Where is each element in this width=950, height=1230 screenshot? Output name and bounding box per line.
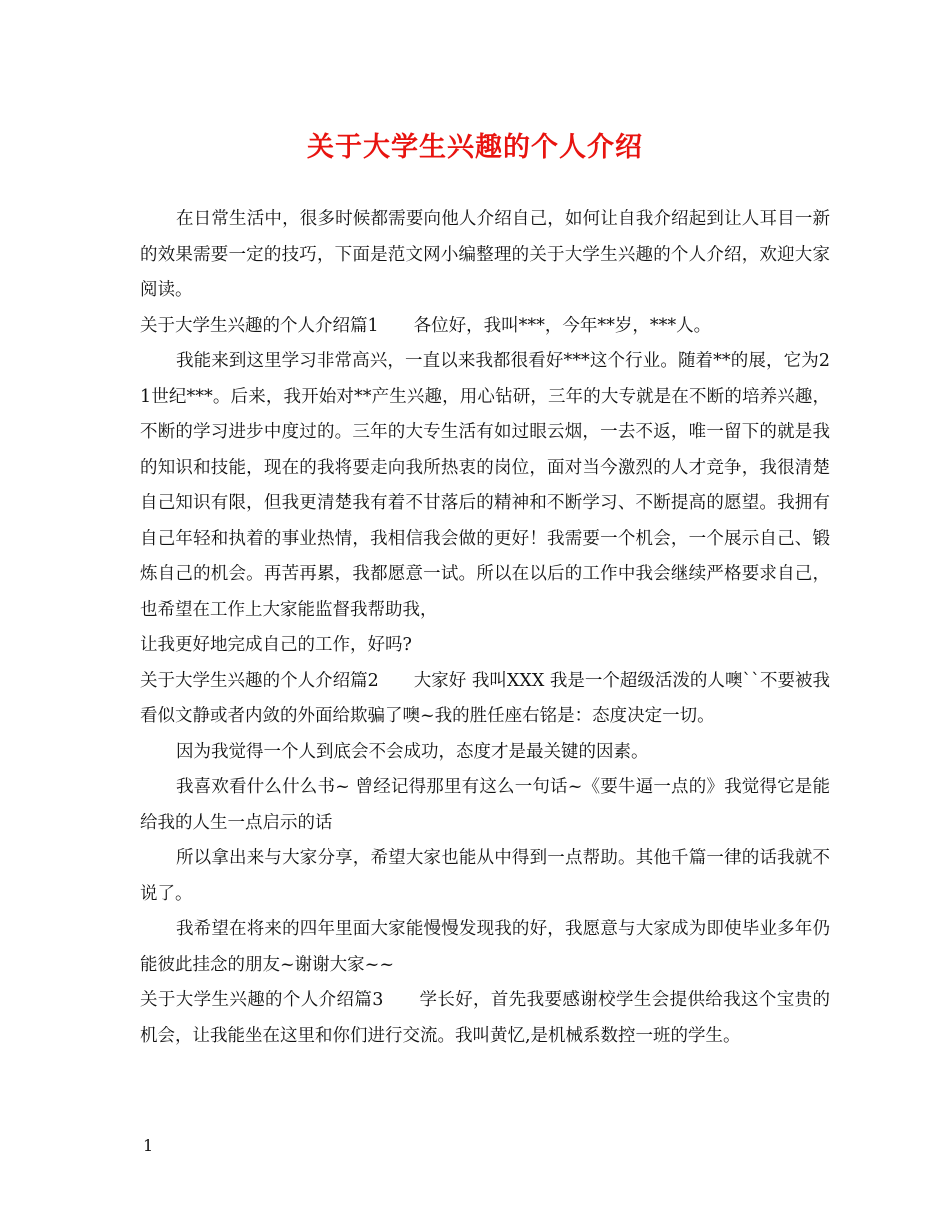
page-number: 1 [143,1136,154,1155]
section-1-closing-line: 让我更好地完成自己的工作，好吗? [140,635,412,655]
section-1-body-paragraph: 我能来到这里学习非常高兴，一直以来我都很看好***这个行业。随着**的展，它为21世纪***。后来，我开始对**产生兴趣，用心钻研，三年的大专就是在不断的培养兴趣，不断的学习进步中度过的。三年的大专生活有如过眼云烟，一去不返，唯一留下的就是我的知识和技能，现在的我将要走向我所热衷的岗位，面对当今激烈的人才竞争，我很清楚自己知识有限，但我更清楚我有着不甘落后的精神和不断学习、不断提高的愿望。我拥有自己年轻和执着的事业热情，我相信我会做的更好！我需要一个机会，一个展示自己、锻炼自己的机会。再苦再累，我都愿意一试。所以在以后的工作中我会继续严格要求自己，也希望在工作上大家能监督我帮助我， [140,351,830,620]
section-3-paragraph: 关于大学生兴趣的个人介绍篇3 学长好，首先我要感谢校学生会提供给我这个宝贵的机会，让我能坐在这里和你们进行交流。我叫黄忆,是机械系数控一班的学生。 [140,990,830,1046]
section-2-share-paragraph: 所以拿出来与大家分享，希望大家也能从中得到一点帮助。其他千篇一律的话我就不说了。 [140,848,830,904]
document-body [140,202,830,1054]
intro-paragraph: 在日常生活中，很多时候都需要向他人介绍自己，如何让自我介绍起到让人耳目一新的效果需要一定的技巧，下面是范文网小编整理的关于大学生兴趣的个人介绍，欢迎大家阅读。 [140,209,830,300]
section-2-books-paragraph: 我喜欢看什么什么书~ 曾经记得那里有这么一句话~《要牛逼一点的》我觉得它是能给我的人生一点启示的话 [140,777,830,833]
document-title: 关于大学生兴趣的个人介绍 [307,132,643,163]
section-2-heading-paragraph: 关于大学生兴趣的个人介绍篇2 大家好 我叫XXX 我是一个超级活泼的人噢``不要被我看似文静或者内敛的外面给欺骗了噢~我的胜任座右铭是：态度决定一切。 [140,670,830,726]
section-2-attitude-paragraph: 因为我觉得一个人到底会不会成功，态度才是最关键的因素。 [176,741,649,762]
section-1-heading-paragraph: 关于大学生兴趣的个人介绍篇1 各位好，我叫***，今年**岁，***人。 [140,315,712,336]
section-2-wish-paragraph: 我希望在将来的四年里面大家能慢慢发现我的好，我愿意与大家成为即使毕业多年仍能彼此挂念的朋友~谢谢大家~~ [140,919,830,975]
